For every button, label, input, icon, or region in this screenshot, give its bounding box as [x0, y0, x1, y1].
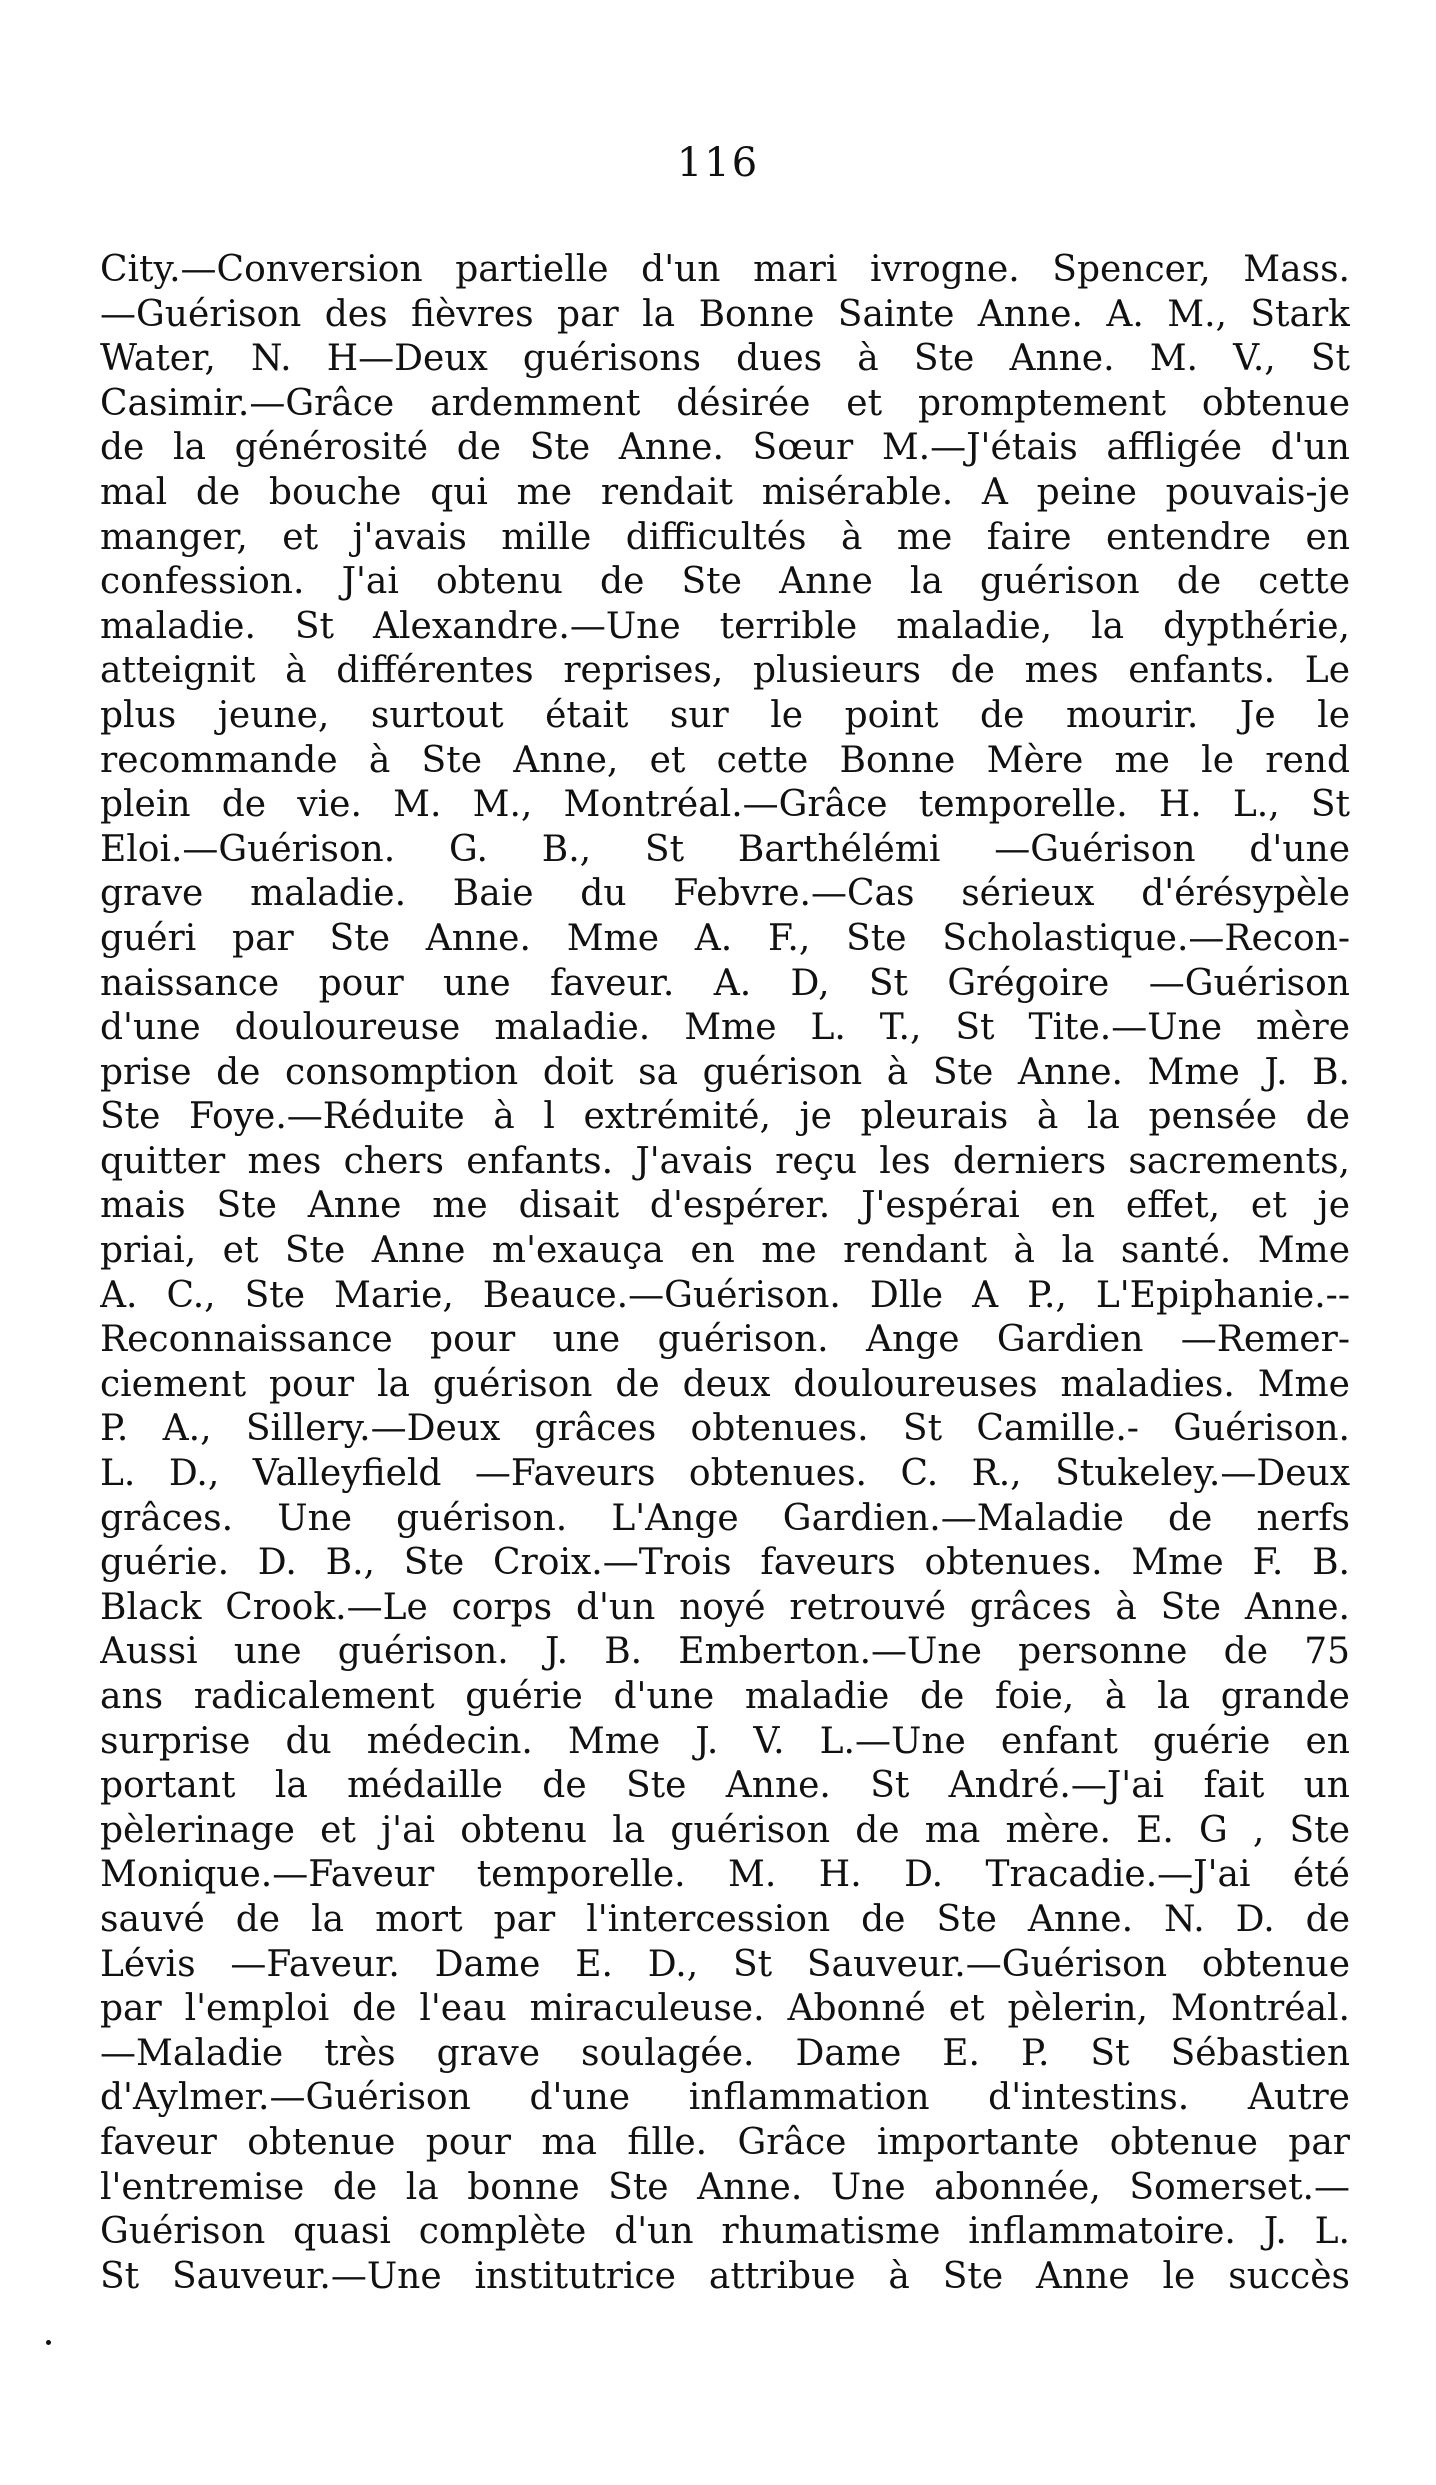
text-line: portant la médaille de Ste Anne. St André.—J'ai fait un [100, 1765, 1350, 1807]
text-line: guérie. D. B., Ste Croix.—Trois faveurs obtenues. Mme F. B. [100, 1542, 1350, 1584]
text-line: atteignit à différentes reprises, plusieurs de mes enfants. Le [100, 650, 1350, 692]
text-line: d'une douloureuse maladie. Mme L. T., St Tite.—Une mère [100, 1007, 1350, 1049]
text-line: A. C., Ste Marie, Beauce.—Guérison. Dlle A P., L'Epiphanie.-- [100, 1274, 1350, 1316]
text-line: d'Aylmer.—Guérison d'une inflammation d'intestins. Autre [100, 2077, 1350, 2119]
text-line: City.—Conversion partielle d'un mari ivrogne. Spencer, Mass. [100, 249, 1350, 290]
stray-ink-mark [46, 2340, 51, 2345]
page-number: 116 [676, 140, 760, 186]
body-text [100, 248, 1350, 2299]
text-line: —Guérison des fièvres par la Bonne Sainte Anne. A. M., Stark [100, 293, 1350, 335]
text-line: naissance pour une faveur. A. D, St Grégoire —Guérison [100, 962, 1350, 1004]
text-line: recommande à Ste Anne, et cette Bonne Mère me le rend [100, 739, 1350, 781]
text-line: —Maladie très grave soulagée. Dame E. P. St Sébastien [100, 2032, 1350, 2074]
text-line: Eloi.—Guérison. G. B., St Barthélémi —Guérison d'une [100, 828, 1350, 870]
text-line: L. D., Valleyfield —Faveurs obtenues. C. R., Stukeley.—Deux [100, 1453, 1350, 1495]
text-line: priai, et Ste Anne m'exauça en me rendant à la santé. Mme [100, 1230, 1350, 1272]
text-line: ans radicalement guérie d'une maladie de foie, à la grande [100, 1676, 1350, 1717]
text-line: plein de vie. M. M., Montréal.—Grâce temporelle. H. L., St [100, 784, 1350, 826]
text-line: St Sauveur.—Une institutrice attribue à Ste Anne le succès [100, 2255, 1350, 2297]
text-line: surprise du médecin. Mme J. V. L.—Une enfant guérie en [100, 1720, 1350, 1762]
text-line: plus jeune, surtout était sur le point de mourir. Je le [100, 694, 1350, 736]
text-line: manger, et j'avais mille difficultés à me faire entendre en [100, 516, 1350, 558]
text-line: Reconnaissance pour une guérison. Ange Gardien —Remer- [100, 1319, 1350, 1361]
text-line: l'entremise de la bonne Ste Anne. Une abonnée, Somerset.— [100, 2166, 1350, 2208]
text-line: mais Ste Anne me disait d'espérer. J'espérai en effet, et je [100, 1185, 1350, 1227]
text-line: Water, N. H—Deux guérisons dues à Ste Anne. M. V., St [100, 338, 1350, 380]
text-line: prise de consomption doit sa guérison à Ste Anne. Mme J. B. [100, 1051, 1350, 1093]
text-line: ciement pour la guérison de deux douloureuses maladies. Mme [100, 1363, 1350, 1405]
text-line: Guérison quasi complète d'un rhumatisme inflammatoire. J. L. [100, 2211, 1350, 2253]
text-line: Aussi une guérison. J. B. Emberton.—Une personne de 75 [100, 1631, 1350, 1673]
text-line: de la générosité de Ste Anne. Sœur M.—J'étais affligée d'un [100, 427, 1350, 469]
text-line: par l'emploi de l'eau miraculeuse. Abonné et pèlerin, Montréal. [100, 1988, 1350, 2030]
text-line: Black Crook.—Le corps d'un noyé retrouvé grâces à Ste Anne. [100, 1586, 1350, 1628]
text-line: Monique.—Faveur temporelle. M. H. D. Tracadie.—J'ai été [100, 1854, 1350, 1896]
text-line: Lévis —Faveur. Dame E. D., St Sauveur.—Guérison obtenue [100, 1943, 1350, 1985]
text-line: mal de bouche qui me rendait misérable. A peine pouvais-je [100, 471, 1350, 513]
text-line: P. A., Sillery.—Deux grâces obtenues. St Camille.- Guérison. [100, 1408, 1350, 1450]
text-line: Ste Foye.—Réduite à l extrémité, je pleurais à la pensée de [100, 1096, 1350, 1138]
text-line: guéri par Ste Anne. Mme A. F., Ste Scholastique.—Recon- [100, 917, 1350, 959]
text-line: quitter mes chers enfants. J'avais reçu les derniers sacrements, [100, 1140, 1350, 1182]
text-line: sauvé de la mort par l'intercession de Ste Anne. N. D. de [100, 1898, 1350, 1940]
text-line: pèlerinage et j'ai obtenu la guérison de ma mère. E. G , Ste [100, 1809, 1350, 1851]
text-line: faveur obtenue pour ma fille. Grâce importante obtenue par [100, 2121, 1350, 2163]
text-line: grâces. Une guérison. L'Ange Gardien.—Maladie de nerfs [100, 1497, 1350, 1539]
text-line: Casimir.—Grâce ardemment désirée et promptement obtenue [100, 382, 1350, 424]
text-line: maladie. St Alexandre.—Une terrible maladie, la dypthérie, [100, 605, 1350, 647]
text-line: grave maladie. Baie du Febvre.—Cas sérieux d'érésypèle [100, 873, 1350, 915]
text-line: confession. J'ai obtenu de Ste Anne la guérison de cette [100, 561, 1350, 603]
